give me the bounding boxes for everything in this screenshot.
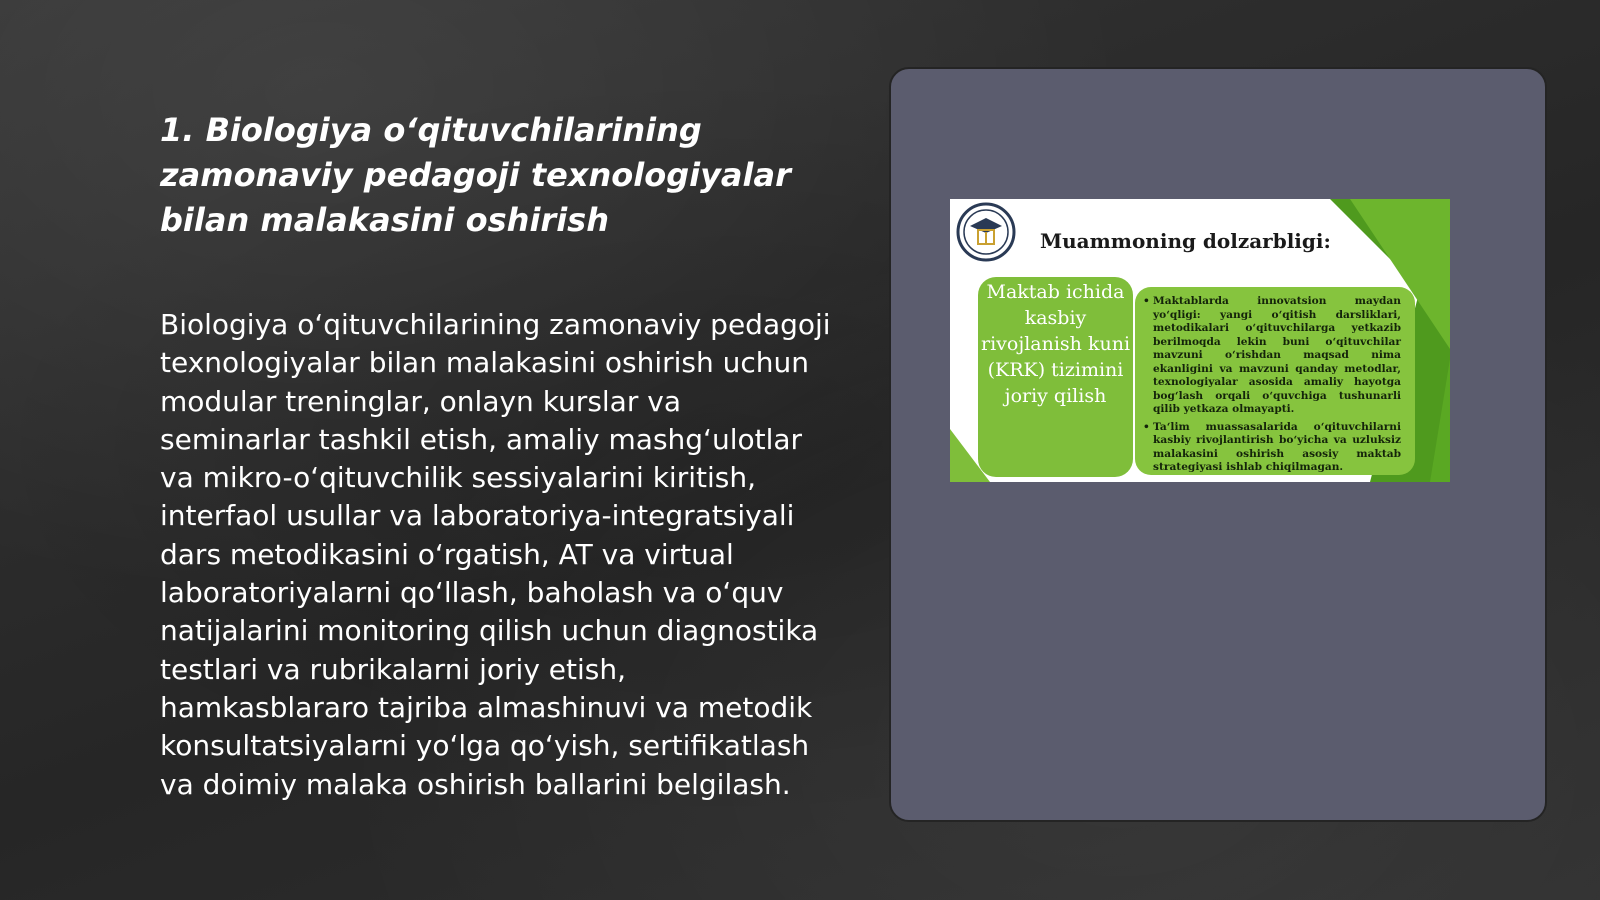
- slide-image-left-box: [978, 277, 1133, 477]
- slide-image-right-box: [1135, 287, 1415, 475]
- embedded-slide-image: [950, 199, 1450, 482]
- list-item: • Ta‘lim muassasalarida o‘qituvchilarni kasbiy rivojlantirish bo‘yicha va uzluksiz malakasini oshirish asosiy maktab strategiyasi ishlab chiqilmagan.: [1153, 421, 1401, 475]
- slide-body-text: Biologiya o‘qituvchilarining zamonaviy pedagoji texnologiyalar bilan malakasini oshirish uchun modular treninglar, onlayn kurslar va seminarlar tashkil etish, amaliy mashg‘ulotlar va mikro-o‘qituvchilik sessiyalarini kiritish, interfaol usullar va laboratoriya-integratsiyali dars metodikasini o‘rgatish, AT va virtual laboratoriyalarni qo‘llash, baholash va o‘quv natijalarini monitoring qilish uchun diagnostika testlari va rubrikalarni joriy etish, hamkasblararo tajriba almashinuvi va metodik konsultatsiyalarni yo‘lga qo‘yish, sertifikatlash va doimiy malaka oshirish ballarini belgilash.: [160, 308, 831, 801]
- slide-image-bullets: [1135, 287, 1415, 475]
- slide-title: 1. Biologiya o‘qituvchilarining zamonaviy pedagoji texnologiyalar bilan malakasini oshirish: [160, 111, 791, 239]
- slide-image-heading: Muammoning dolzarbligi:: [1040, 229, 1331, 253]
- list-item: • Maktablarda innovatsion maydan yo‘qligi: yangi o‘qitish darsliklari, metodikalari o‘qituvchilarga yetkazib berilmoqda lekin buni o‘qituvchilar mavzuni o‘rishdan maqsad nima ekanligini va mavzuni qanday metodlar, texnologiyalar asosida amaliy hayotga bog‘lash orqali o‘quvchiga tushunarli qilib yetkaza olmayapti.: [1153, 295, 1401, 417]
- institute-logo-icon: [956, 202, 1016, 262]
- slide-image-left-text: Maktab ichida kasbiy rivojlanish kuni (KRK) tizimini joriy qilish: [980, 281, 1131, 407]
